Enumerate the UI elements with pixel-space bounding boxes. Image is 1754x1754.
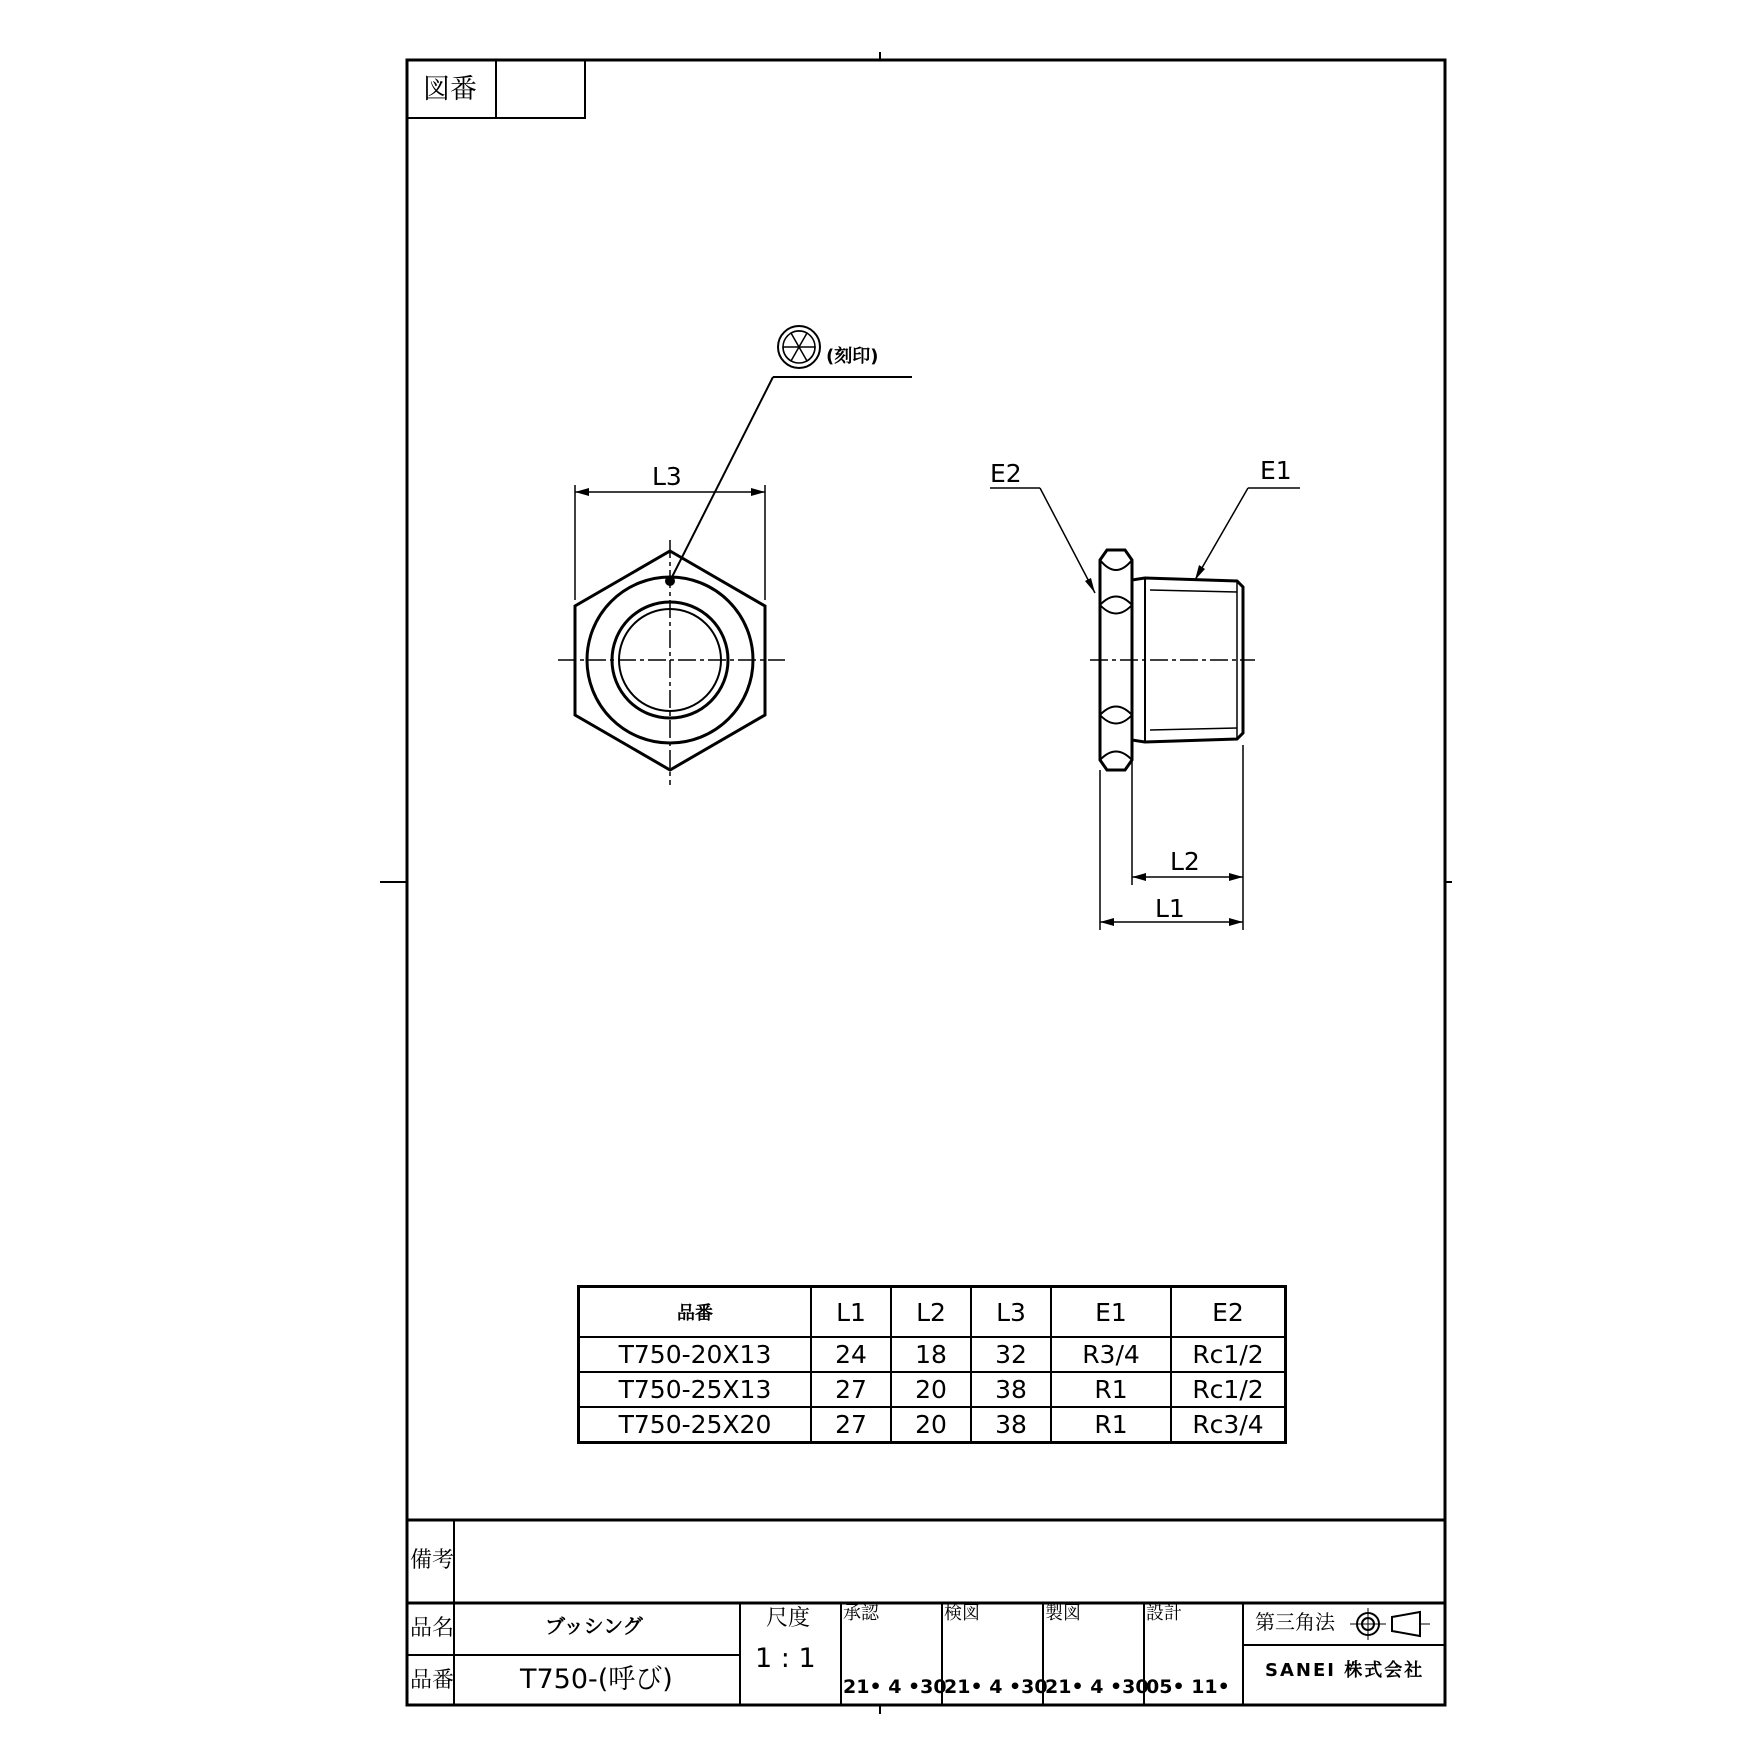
design-label: 設計 (1146, 1603, 1182, 1624)
drawing-number-label: 図番 (423, 74, 477, 105)
table-row (579, 1372, 1286, 1407)
cell-l3: 38 (971, 1372, 1051, 1407)
drafting-date: 21• 4 •30 (1045, 1676, 1149, 1698)
projection-label: 第三角法 (1255, 1610, 1335, 1634)
part-number: T750-(呼び) (520, 1664, 673, 1695)
side-view (990, 488, 1300, 930)
cell-e1: R3/4 (1051, 1337, 1171, 1372)
drawing-border (407, 60, 1445, 1705)
header-e1: E1 (1051, 1287, 1171, 1338)
dim-label-e1: E1 (1260, 456, 1292, 485)
part-number-label: 品番 (410, 1668, 455, 1693)
header-l1: L1 (811, 1287, 891, 1338)
table-row (579, 1337, 1286, 1372)
cell-e1: R1 (1051, 1407, 1171, 1443)
cell-l1: 27 (811, 1407, 891, 1443)
cell-part-number: T750-25X13 (579, 1372, 812, 1407)
company-name: SANEI 株式会社 (1265, 1660, 1425, 1681)
header-l2: L2 (891, 1287, 971, 1338)
spec-table (577, 1285, 1287, 1444)
cell-e2: Rc1/2 (1171, 1372, 1286, 1407)
cell-l2: 20 (891, 1372, 971, 1407)
check-date: 21• 4 •30 (944, 1676, 1048, 1698)
approval-label: 承認 (843, 1603, 879, 1624)
dim-label-l3: L3 (652, 462, 682, 491)
cell-part-number: T750-25X20 (579, 1407, 812, 1443)
design-date: 05• 11• (1146, 1676, 1230, 1698)
header-part-number: 品番 (579, 1287, 812, 1338)
dim-label-l2: L2 (1170, 847, 1200, 876)
header-e2: E2 (1171, 1287, 1286, 1338)
cell-l2: 20 (891, 1407, 971, 1443)
cell-part-number: T750-20X13 (579, 1337, 812, 1372)
remarks-label: 備考 (410, 1548, 455, 1573)
drafting-label: 製図 (1045, 1603, 1081, 1624)
dim-label-l1: L1 (1155, 894, 1185, 923)
approval-date: 21• 4 •30 (843, 1676, 947, 1698)
spec-table-header (579, 1287, 1286, 1338)
cell-e2: Rc3/4 (1171, 1407, 1286, 1443)
scale-label: 尺度 (766, 1606, 811, 1631)
cell-l3: 32 (971, 1337, 1051, 1372)
dim-label-e2: E2 (990, 459, 1022, 488)
marking-symbol-icon (778, 326, 820, 368)
product-name: ブッシング (545, 1614, 643, 1638)
third-angle-projection-icon (1350, 1608, 1430, 1640)
cell-l3: 38 (971, 1407, 1051, 1443)
product-name-label: 品名 (410, 1616, 455, 1641)
marking-label: (刻印) (826, 346, 879, 367)
table-row (579, 1407, 1286, 1443)
scale-value: 1 : 1 (755, 1643, 816, 1674)
cell-e2: Rc1/2 (1171, 1337, 1286, 1372)
cell-l1: 27 (811, 1372, 891, 1407)
header-l3: L3 (971, 1287, 1051, 1338)
cell-l2: 18 (891, 1337, 971, 1372)
check-label: 検図 (944, 1603, 980, 1624)
cell-e1: R1 (1051, 1372, 1171, 1407)
front-view (558, 326, 912, 785)
cell-l1: 24 (811, 1337, 891, 1372)
